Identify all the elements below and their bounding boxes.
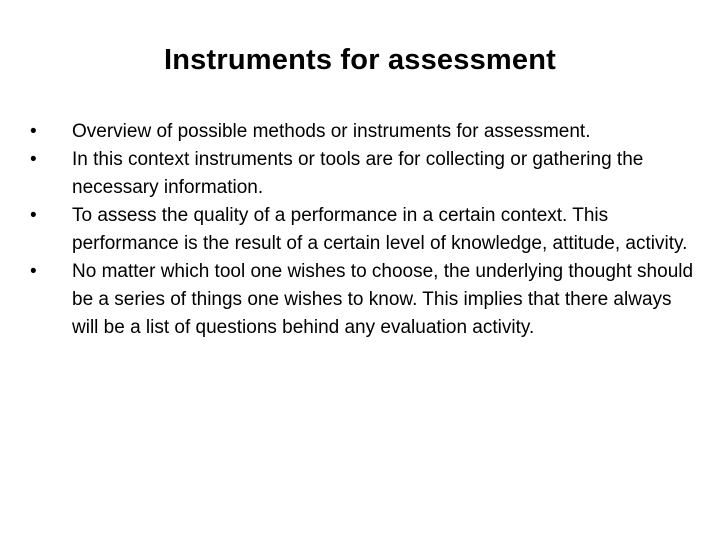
bullet-dot-icon: • [30,261,37,282]
bullet-text: No matter which tool one wishes to choose, the underlying thought should be a series of things one wishes to know. This implies that there always will be a list of questions behind any evaluation activity. [72,261,694,338]
bullet-text: In this context instruments or tools are for collecting or gathering the necessary information. [72,149,644,198]
bullet-text: Overview of possible methods or instruments for assessment. [72,121,591,142]
bullet-list [30,118,695,342]
bullet-item [30,202,695,258]
bullet-dot-icon: • [30,205,37,226]
bullet-item [30,258,695,342]
bullet-dot-icon: • [30,149,37,170]
bullet-dot-icon: • [30,121,37,142]
bullet-text: To assess the quality of a performance in a certain context. This performance is the result of a certain level of knowledge, attitude, activity. [72,205,688,254]
bullet-item [30,146,695,202]
bullet-item [30,118,695,146]
slide-title: Instruments for assessment [164,44,556,76]
